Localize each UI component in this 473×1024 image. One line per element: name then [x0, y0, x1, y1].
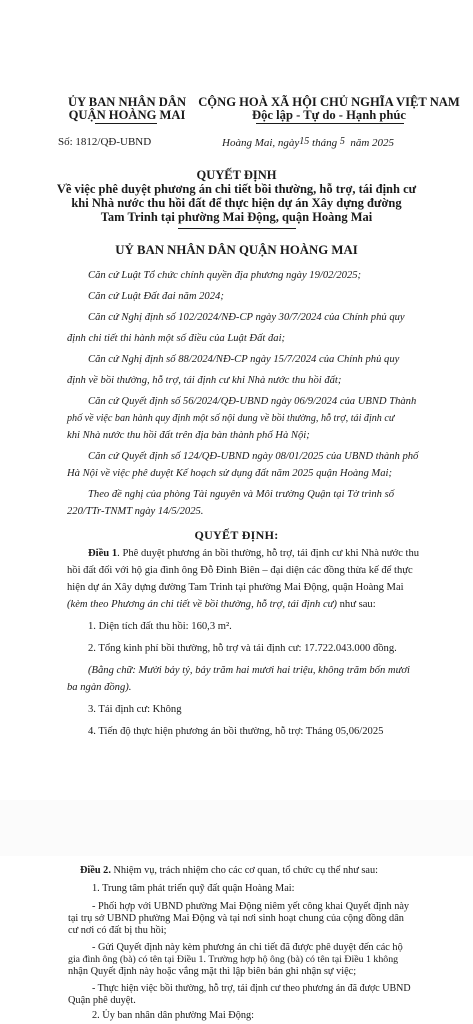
- decides-heading: QUYẾT ĐỊNH:: [194, 528, 279, 542]
- basis-line: Căn cứ Nghị định số 88/2024/NĐ-CP ngày 15/7/2024 của Chính phủ quy: [88, 354, 400, 365]
- basis-line: định chi tiết thi hành một số điều của Luật Đất đai;: [67, 333, 286, 344]
- nation-line: CỘNG HOÀ XÃ HỘI CHỦ NGHĨA VIỆT NAM: [198, 95, 460, 109]
- issuer-underline: [95, 123, 157, 124]
- article2-line: nhận Quyết định này hoặc vắng mặt thì lập biên bản ghi nhận sự việc;: [68, 966, 357, 977]
- basis-line: Hà Nội về việc phê duyệt Kế hoạch sử dụng đất năm 2025 quận Hoàng Mai;: [67, 468, 393, 479]
- basis-line: phố về việc ban hành quy định một số nội dung về bồi thường, hỗ trợ, tái định cư: [67, 413, 395, 424]
- date-prefix: Hoàng Mai, ngày: [222, 137, 300, 149]
- article2-line: gia đình ông (bà) có tên tại Điều 1. Trường hợp hộ ông (bà) có tên tại Điều 1 không: [68, 954, 399, 965]
- article2-line: Quận phê duyệt.: [68, 995, 136, 1006]
- article1-paren: (kèm theo Phương án chi tiết về bồi thường, hỗ trợ, tái định cư): [67, 599, 337, 610]
- date-year: năm 2025: [350, 137, 395, 149]
- title-line-2: khi Nhà nước thu hồi đất để thực hiện dự án Xây dựng đường: [71, 196, 402, 210]
- article2-line: - Thực hiện việc bồi thường, hỗ trợ, tái định cư theo phương án đã được UBND: [92, 983, 411, 994]
- document-number: Số: 1812/QĐ-UBND: [58, 136, 152, 148]
- article1-label: Điều 1: [88, 548, 118, 559]
- basis-line: Căn cứ Quyết định số 56/2024/QĐ-UBND ngày 06/9/2024 của UBND Thành: [88, 396, 417, 407]
- document-date: [222, 136, 394, 149]
- page-break: [0, 800, 473, 856]
- article1-paren-tail: như sau:: [336, 599, 376, 610]
- article2-line: 2. Ủy ban nhân dân phường Mai Động:: [92, 1010, 255, 1021]
- basis-line: Căn cứ Luật Tổ chức chính quyền địa phương ngày 19/02/2025;: [88, 270, 362, 281]
- decision-heading: QUYẾT ĐỊNH: [196, 168, 277, 182]
- basis-line: Theo đề nghị của phòng Tài nguyên và Môi trường Quận tại Tờ trình số: [88, 489, 395, 500]
- article2-intro: [80, 865, 378, 877]
- article2-line: - Phối hợp với UBND phường Mai Động niêm yết công khai Quyết định này: [92, 901, 410, 912]
- article1-item: 4. Tiến độ thực hiện phương án bồi thường, hỗ trợ: Tháng 05,06/2025: [88, 726, 384, 737]
- motto-line: Độc lập - Tự do - Hạnh phúc: [252, 108, 406, 122]
- authority-name: UỶ BAN NHÂN DÂN QUẬN HOÀNG MAI: [115, 243, 358, 257]
- month-prefix: tháng: [312, 137, 338, 149]
- article2-line: tại trụ sở UBND phường Mai Động và tại nơi sinh hoạt chung của cộng đồng dân: [68, 913, 404, 924]
- article1-line-1: [88, 545, 419, 562]
- motto-underline: [256, 123, 404, 124]
- article2-intro-text: Nhiệm vụ, trách nhiệm cho các cơ quan, tổ chức cụ thể như sau:: [110, 865, 378, 876]
- article2-line: - Gửi Quyết định này kèm phương án chi tiết đã được phê duyệt đến các hộ: [92, 942, 403, 953]
- issuer-line-2: QUẬN HOÀNG MAI: [68, 108, 186, 122]
- basis-line: 220/TTr-TNMT ngày 14/5/2025.: [67, 506, 204, 517]
- basis-line: Căn cứ Nghị định số 102/2024/NĐ-CP ngày 30/7/2024 của Chính phủ quy: [88, 312, 405, 323]
- article1-item-words-cont: ba ngàn đồng).: [67, 682, 132, 693]
- date-month: 5: [339, 136, 345, 147]
- article1-line-3: hiện dự án Xây dựng đường Tam Trinh tại phường Mai Động, quận Hoàng Mai: [67, 582, 404, 593]
- article1-line-4: [67, 596, 376, 613]
- article1-text: . Phê duyệt phương án bồi thường, hỗ trợ, tái định cư khi Nhà nước thu: [117, 548, 420, 559]
- basis-line: định về bồi thường, hỗ trợ, tái định cư khi Nhà nước thu hồi đất;: [67, 375, 342, 386]
- article1-line-2: hồi đất đối với hộ gia đình ông Đỗ Đình Biên – đại diện các đồng thừa kế để thực: [67, 565, 413, 576]
- article1-item: 1. Diện tích đất thu hồi: 160,3 m².: [88, 621, 232, 632]
- title-line-1: Về việc phê duyệt phương án chi tiết bồi thường, hỗ trợ, tái định cư: [56, 182, 417, 196]
- basis-line: Căn cứ Quyết định số 124/QĐ-UBND ngày 08/01/2025 của UBND thành phố: [88, 451, 419, 462]
- article2-line: 1. Trung tâm phát triển quỹ đất quận Hoàng Mai:: [92, 883, 295, 894]
- article2-label: Điều 2.: [80, 865, 111, 876]
- basis-line: khi Nhà nước thu hồi đất trên địa bàn thành phố Hà Nội;: [67, 430, 310, 441]
- title-line-3: Tam Trinh tại phường Mai Động, quận Hoàng Mai: [100, 210, 373, 224]
- basis-line: Căn cứ Luật Đất đai năm 2024;: [88, 291, 224, 302]
- date-day: 15: [299, 136, 310, 147]
- title-underline: [178, 228, 296, 229]
- article1-item: 2. Tổng kinh phí bồi thường, hỗ trợ và tái định cư: 17.722.043.000 đồng.: [88, 643, 397, 654]
- issuer-line-1: ỦY BAN NHÂN DÂN: [67, 95, 187, 109]
- article1-item: 3. Tái định cư: Không: [88, 704, 182, 715]
- article2-line: cư nơi có đất bị thu hồi;: [68, 925, 167, 936]
- article1-item-words: (Bằng chữ: Mười bảy tỷ, bảy trăm hai mươi hai triệu, không trăm bốn mươi: [88, 665, 410, 676]
